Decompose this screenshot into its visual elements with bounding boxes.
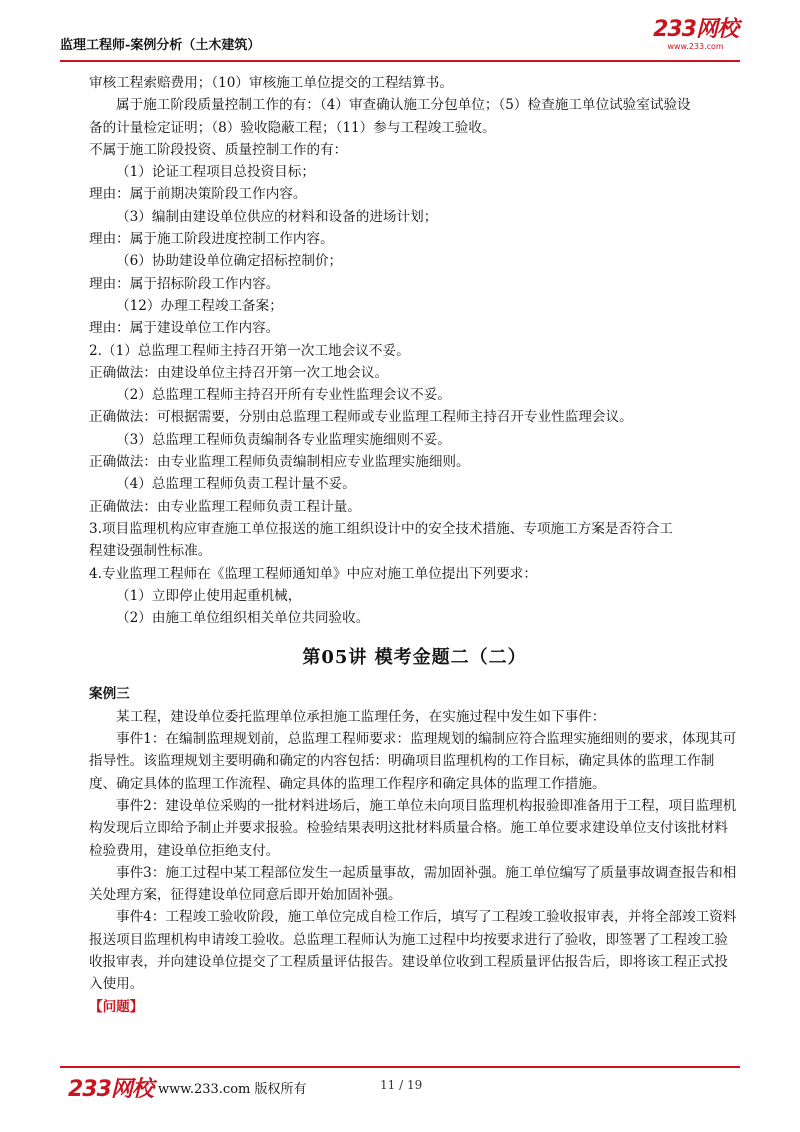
body-line: （2）总监理工程师主持召开所有专业性监理会议不妥。 xyxy=(116,387,451,404)
brand-logo[interactable] xyxy=(653,18,738,51)
body-line: （1）论证工程项目总投资目标； xyxy=(116,164,315,181)
section-title: 第05讲 模考金题二（二） xyxy=(302,647,527,669)
body-line: （3）总监理工程师负责编制各专业监理实施细则不妥。 xyxy=(116,431,451,448)
document-body xyxy=(89,72,740,1018)
body-line: 正确做法：由建设单位主持召开第一次工地会议。 xyxy=(89,364,389,381)
page-number: 11 / 19 xyxy=(380,1078,423,1092)
body-line: 审核工程索赔费用；（10）审核施工单位提交的工程结算书。 xyxy=(89,75,453,91)
body-line: 正确做法：可根据需要，分别由总监理工程师或专业监理工程师主持召开专业性监理会议。 xyxy=(89,409,633,426)
body-line: 2.（1）总监理工程师主持召开第一次工地会议不妥。 xyxy=(89,342,410,359)
footer-copyright: www.233.com 版权所有 xyxy=(158,1082,307,1097)
body-line: （12）办理工程竣工备案； xyxy=(116,297,283,314)
body-line: 不属于施工阶段投资、质量控制工作的有： xyxy=(89,141,348,158)
footer-logo[interactable]: 233网校 xyxy=(68,1077,153,1102)
body-line: （3）编制由建设单位供应的材料和设备的进场计划； xyxy=(116,208,438,225)
case-event-2: 事件2：建设单位采购的一批材料进场后，施工单位未向项目监理机构报验即准备用于工程，项目监理机构发现后立即给予制止并要求报验。检验结果表明这批材料质量合格。施工单位要求建设单位支付该批材料检验费用，建设单位拒绝支付。 xyxy=(89,797,737,859)
header-divider xyxy=(60,60,740,62)
body-line: 理由：属于建设单位工作内容。 xyxy=(89,320,280,337)
case-event-4: 事件4：工程竣工验收阶段，施工单位完成自检工作后，填写了工程竣工验收报审表，并将全部竣工资料报送项目监理机构申请竣工验收。总监理工程师认为施工过程中均按要求进行了验收，即签署了工程竣工验收报审表，并向建设单位提交了工程质量评估报告。建设单位收到工程质量评估报告后，即将该工程正式投入使用。 xyxy=(89,909,737,993)
page-header xyxy=(60,18,740,62)
body-line: （1）立即停止使用起重机械， xyxy=(116,587,302,604)
logo-text: 233网校 xyxy=(653,17,738,42)
body-line: 正确做法：由专业监理工程师负责编制相应专业监理实施细则。 xyxy=(89,454,470,471)
body-line: 程建设强制性标准。 xyxy=(89,543,212,560)
body-line: （6）协助建设单位确定招标控制价； xyxy=(116,253,343,270)
question-label: 【问题】 xyxy=(89,998,144,1015)
page-footer xyxy=(60,1066,740,1106)
body-line: 4.专业监理工程师在《监理工程师通知单》中应对施工单位提出下列要求： xyxy=(89,565,537,582)
case-event-3: 事件3：施工过程中某工程部位发生一起质量事故，需加固补强。施工单位编写了质量事故调查报告和相关处理方案，征得建设单位同意后即开始加固补强。 xyxy=(89,864,737,904)
footer-divider xyxy=(60,1066,740,1068)
body-line: （4）总监理工程师负责工程计量不妥。 xyxy=(116,476,356,493)
body-line: 理由：属于前期决策阶段工作内容。 xyxy=(89,186,307,203)
answer-section xyxy=(89,72,740,629)
body-line: 理由：属于施工阶段进度控制工作内容。 xyxy=(89,231,334,248)
body-line: （2）由施工单位组织相关单位共同验收。 xyxy=(116,610,370,627)
case-intro: 某工程，建设单位委托监理单位承担施工监理任务，在实施过程中发生如下事件： xyxy=(116,708,606,725)
body-line: 正确做法：由专业监理工程师负责工程计量。 xyxy=(89,498,361,515)
case-title: 案例三 xyxy=(89,686,130,703)
document-title: 监理工程师-案例分析（土木建筑） xyxy=(60,38,261,53)
body-line: 3.项目监理机构应审查施工单位报送的施工组织设计中的安全技术措施、专项施工方案是否符合工 xyxy=(89,520,673,537)
body-line: 备的计量检定证明；（8）验收隐蔽工程；（11）参与工程竣工验收。 xyxy=(89,119,496,136)
body-line: 理由：属于招标阶段工作内容。 xyxy=(89,275,280,292)
case-event-1: 事件1：在编制监理规划前，总监理工程师要求：监理规划的编制应符合监理实施细则的要求，体现其可指导性。该监理规划主要明确和确定的内容包括：明确项目监理机构的工作目标，确定具体的监理工作制度、确定具体的监理工作流程、确定具体的监理工作程序和确定具体的监理工作措施。 xyxy=(89,731,737,792)
logo-url: www.233.com xyxy=(667,42,724,51)
body-line: 属于施工阶段质量控制工作的有：（4）审查确认施工分包单位；（5）检查施工单位试验室试验设 xyxy=(116,97,691,114)
